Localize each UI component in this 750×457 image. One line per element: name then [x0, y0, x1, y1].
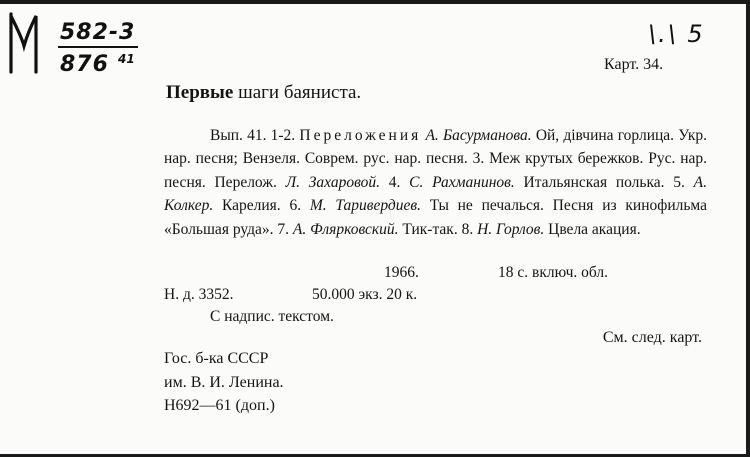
card-number: Карт. 34.: [604, 56, 664, 73]
composer-kolker: А. Колкер.: [164, 173, 707, 215]
note-text: С надпис. текстом.: [210, 308, 334, 325]
arranger-name: А. Басурманова.: [425, 127, 532, 144]
title-rest: шаги баяниста.: [238, 82, 362, 103]
issue-number: Вып. 41. 1-2.: [210, 127, 300, 144]
composer-gorlov: Н. Горлов.: [477, 220, 545, 238]
composer-tariverdiev: М. Таривердиев.: [309, 197, 421, 215]
library-line-1: Гос. б-ка СССР: [164, 350, 269, 367]
page-count: 18 с. включ. обл.: [498, 264, 608, 281]
call-number-superscript: 41: [118, 52, 135, 66]
call-number-code: 582-3: [60, 20, 136, 45]
see-next-card: См. след. карт.: [602, 329, 702, 346]
order-number: Н. д. 3352.: [164, 286, 234, 303]
composer-rachmaninov: С. Рахманинов.: [409, 173, 515, 191]
library-line-3: Н692—61 (доп.): [164, 397, 275, 414]
title: [166, 82, 361, 104]
corner-handwritten-mark: \.\ 5: [648, 20, 705, 48]
description-paragraph: Вып. 41. 1-2. Переложения А. Басурманова. Ой, дівчина горлица. Укр. нар. песня; Вензеля. Соврем. рус. нар. песня. 3. Меж крутых бережков. Рус. нар. песня. Перелож. Л. Захаровой. 4. С. Рахманинов. Итальянская полька. 5. А. Колкер. Карелия. 6. М. Таривердиев. Ты не печалься. Песня из кинофильма «Большая руда». 7. А. Флярковский. Тик-так. 8. Н. Горлов. Цвела акация.: [164, 127, 708, 238]
composer-flyarkovsky: А. Флярковский.: [292, 220, 399, 238]
library-line-2: им. В. И. Ленина.: [164, 374, 284, 391]
call-number-code-2: 876: [60, 52, 109, 77]
call-number-divider: [58, 46, 138, 48]
print-run: 50.000 экз. 20 к.: [312, 286, 418, 303]
publication-year: 1966.: [384, 264, 419, 281]
arranger-2-name: Л. Захаровой.: [285, 173, 381, 191]
handwritten-m-mark: [6, 10, 42, 76]
arrangement-label: Переложения: [299, 127, 422, 144]
title-first-word: Первые: [166, 82, 234, 103]
